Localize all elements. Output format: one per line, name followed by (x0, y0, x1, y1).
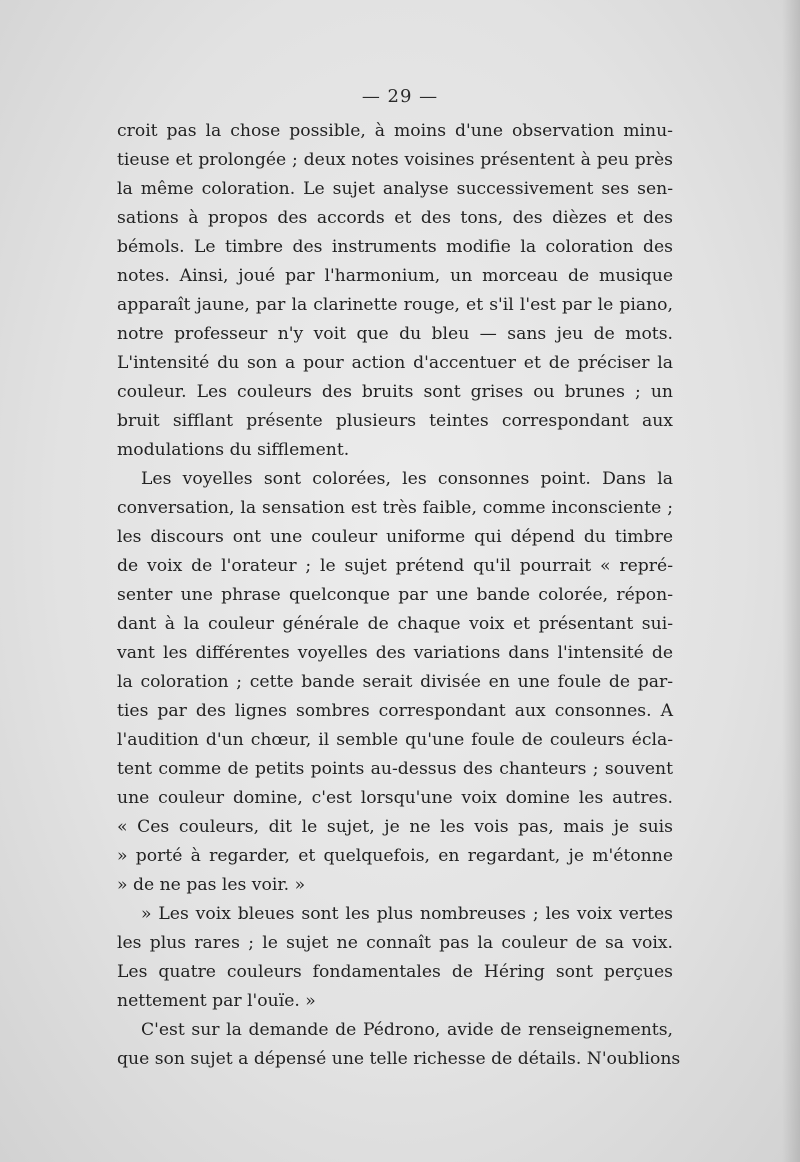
text-line: couleur. Les couleurs des bruits sont grises ou brunes ; un (117, 382, 673, 402)
text-line: croit pas la chose possible, à moins d'une observation minu- (117, 121, 673, 141)
text-line: L'intensité du son a pour action d'accentuer et de préciser la (117, 353, 673, 373)
text-line: les plus rares ; le sujet ne connaît pas la couleur de sa voix. (117, 933, 673, 953)
text-line: » porté à regarder, et quelquefois, en regardant, je m'étonne (117, 846, 673, 866)
text-line: vant les différentes voyelles des variations dans l'intensité de (117, 643, 673, 663)
text-line: » Les voix bleues sont les plus nombreuses ; les voix vertes (141, 904, 673, 924)
text-line: conversation, la sensation est très faible, comme inconsciente ; (117, 498, 673, 518)
text-line: notes. Ainsi, joué par l'harmonium, un morceau de musique (117, 266, 673, 286)
body-text (117, 117, 681, 1074)
text-line: C'est sur la demande de Pédrono, avide de renseignements, (141, 1020, 673, 1040)
text-line: apparaît jaune, par la clarinette rouge, et s'il l'est par le piano, (117, 295, 673, 315)
text-line: Les voyelles sont colorées, les consonnes point. Dans la (141, 469, 673, 489)
text-line: ties par des lignes sombres correspondant aux consonnes. A (117, 701, 673, 721)
text-line: que son sujet a dépensé une telle richesse de détails. N'oublions (117, 1049, 681, 1069)
text-line: nettement par l'ouïe. » (117, 991, 316, 1011)
text-line: « Ces couleurs, dit le sujet, je ne les vois pas, mais je suis (117, 817, 673, 837)
text-line: modulations du sifflement. (117, 440, 350, 460)
text-line: notre professeur n'y voit que du bleu — sans jeu de mots. (117, 324, 673, 344)
text-line: les discours ont une couleur uniforme qui dépend du timbre (117, 527, 673, 547)
text-line: senter une phrase quelconque par une bande colorée, répon- (117, 585, 673, 605)
text-line: bémols. Le timbre des instruments modifie la coloration des (117, 237, 673, 257)
text-line: sations à propos des accords et des tons, des dièzes et des (117, 208, 673, 228)
text-line: la coloration ; cette bande serait divisée en une foule de par- (117, 672, 673, 692)
text-line: bruit sifflant présente plusieurs teintes correspondant aux (117, 411, 673, 431)
text-line: tent comme de petits points au-dessus des chanteurs ; souvent (117, 759, 673, 779)
text-line: tieuse et prolongée ; deux notes voisines présentent à peu près (117, 150, 673, 170)
page-number: — 29 — (361, 86, 439, 107)
text-line: » de ne pas les voir. » (117, 875, 306, 895)
text-line: la même coloration. Le sujet analyse successivement ses sen- (117, 179, 673, 199)
text-line: une couleur domine, c'est lorsqu'une voix domine les autres. (117, 788, 673, 808)
text-line: Les quatre couleurs fondamentales de Héring sont perçues (117, 962, 673, 982)
text-line: l'audition d'un chœur, il semble qu'une foule de couleurs écla- (117, 730, 673, 750)
text-line: de voix de l'orateur ; le sujet prétend qu'il pourrait « repré- (117, 556, 673, 576)
text-line: dant à la couleur générale de chaque voix et présentant sui- (117, 614, 673, 634)
page-edge-shadow (782, 0, 800, 1162)
